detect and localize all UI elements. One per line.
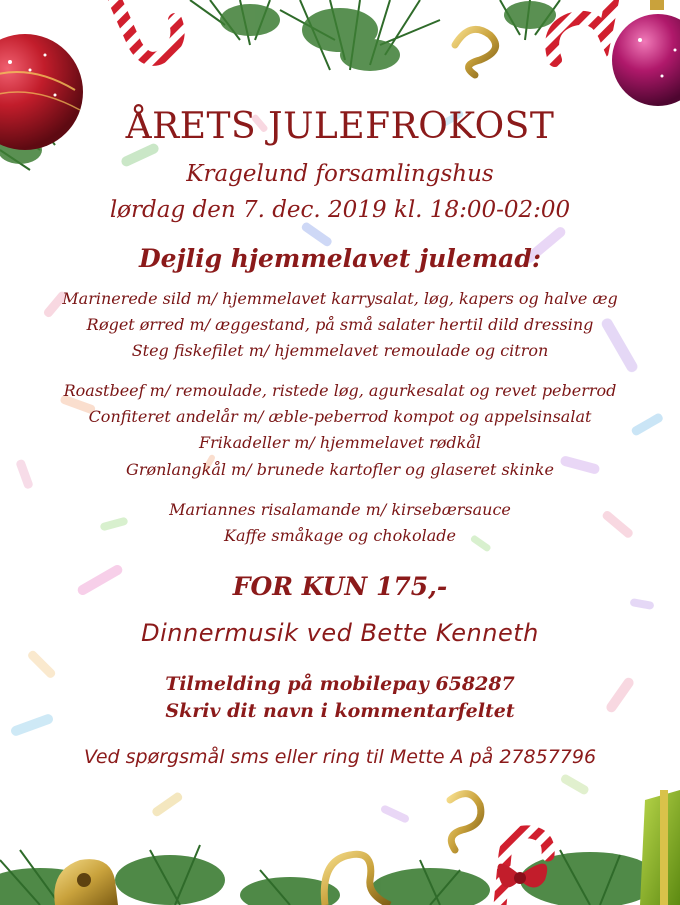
menu-item: Kaffe småkage og chokolade [224,526,456,545]
menu-item: Røget ørred m/ æggestand, på små salater hertil dild dressing [86,315,594,334]
event-title: ÅRETS JULEFROKOST [125,106,555,147]
signup-instructions: Skriv dit navn i kommentarfeltet [165,700,515,722]
menu-item: Steg fiskefilet m/ hjemmelavet remoulade og citron [131,341,549,360]
menu-item: Confiteret andelår m/ æble-peberrod kompot og appelsinsalat [88,407,592,426]
price: FOR KUN 175,- [232,572,448,601]
menu-item: Marinerede sild m/ hjemmelavet karrysalat, løg, kapers og halve æg [62,289,618,308]
menu-item: Mariannes risalamande m/ kirsebærsauce [169,500,511,519]
menu-heading: Dejlig hjemmelavet julemad: [138,244,542,273]
menu-item: Roastbeef m/ remoulade, ristede løg, agurkesalat og revet peberrod [63,381,617,400]
contact-info: Ved spørgsmål sms eller ring til Mette A på 27857796 [83,746,597,768]
entertainment: Dinnermusik ved Bette Kenneth [141,619,539,647]
menu-item: Grønlangkål m/ brunede kartofler og glaseret skinke [126,460,554,479]
menu-item: Frikadeller m/ hjemmelavet rødkål [199,433,481,452]
signup-info: Tilmelding på mobilepay 658287 [165,673,515,695]
event-date: lørdag den 7. dec. 2019 kl. 18:00-02:00 [109,197,571,223]
event-venue: Kragelund forsamlingshus [186,161,494,187]
